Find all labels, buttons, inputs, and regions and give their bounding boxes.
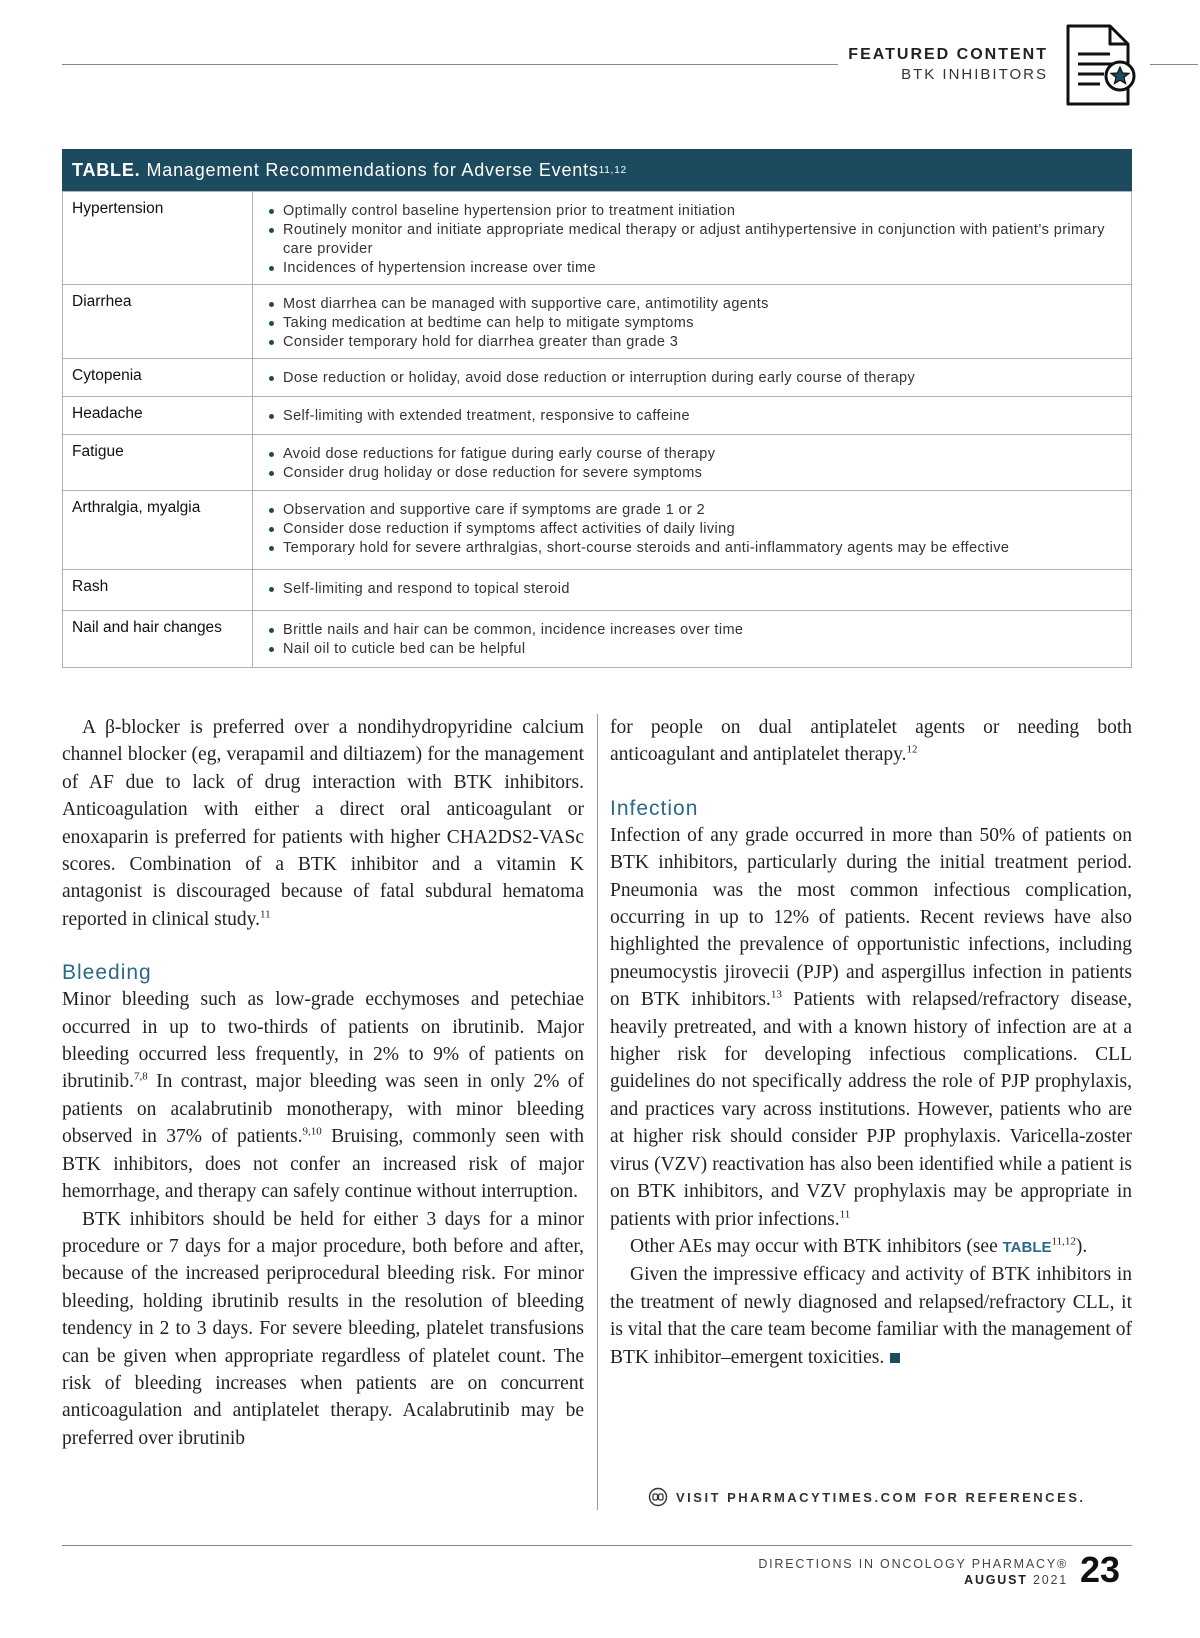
table-row bbox=[63, 359, 1132, 397]
ref-superscript: 13 bbox=[770, 988, 782, 1001]
table-reference-link[interactable]: TABLE bbox=[1002, 1238, 1052, 1256]
ref-superscript: 11 bbox=[839, 1208, 851, 1220]
recommendation-item: Nail oil to cuticle bed can be helpful bbox=[269, 640, 1121, 659]
recommendations-cell bbox=[253, 285, 1132, 359]
recommendations-cell bbox=[253, 491, 1132, 570]
recommendations-cell bbox=[253, 570, 1132, 611]
recommendation-item: Avoid dose reductions for fatigue during early course of therapy bbox=[269, 445, 1121, 464]
recommendation-item: Consider drug holiday or dose reduction for severe symptoms bbox=[269, 464, 1121, 483]
paragraph-other-aes-end: ). bbox=[1075, 1235, 1088, 1257]
table-title: Management Recommendations for Adverse Events bbox=[146, 159, 599, 180]
article-column-left bbox=[62, 714, 584, 1452]
recommendations-cell bbox=[253, 397, 1132, 435]
adverse-event-term: Arthralgia, myalgia bbox=[63, 491, 253, 570]
heading-bleeding: Bleeding bbox=[62, 961, 152, 985]
adverse-event-term: Rash bbox=[63, 570, 253, 611]
references-note-text: VISIT PHARMACYTIMES.COM FOR REFERENCES. bbox=[676, 1489, 1086, 1505]
references-note[interactable] bbox=[648, 1487, 1086, 1507]
footer-rule bbox=[62, 1545, 1132, 1546]
issue-year: 2021 bbox=[1032, 1573, 1068, 1587]
adverse-events-table bbox=[62, 149, 1132, 668]
paragraph-af bbox=[62, 714, 584, 933]
recommendation-item: Self-limiting and respond to topical steroid bbox=[269, 580, 1121, 599]
recommendation-item: Taking medication at bedtime can help to mitigate symptoms bbox=[269, 314, 1121, 333]
paragraph-conclusion-text: Given the impressive efficacy and activity of BTK inhibitors in the treatment of newly diagnosed and relapsed/refractory CLL, it is vital that the care team become familiar with the management of BTK inhibitor–emergent toxicities. bbox=[610, 1264, 1132, 1368]
recommendation-item: Observation and supportive care if symptoms are grade 1 or 2 bbox=[269, 501, 1121, 520]
header-labels bbox=[848, 46, 1048, 83]
paragraph-af-text: A β-blocker is preferred over a nondihydropyridine calcium channel blocker (eg, verapamil and diltiazem) for the management of AF due to lack of drug interaction with BTK inhibitors. Anticoagulation with either a direct oral anticoagulant or enoxaparin is preferred for patients with higher CHA2DS2-VASc scores. Combination of a BTK inhibitor and a vitamin K antagonist is discouraged because of fatal subdural hematoma reported in clinical study. bbox=[62, 717, 584, 930]
table-row bbox=[63, 435, 1132, 491]
table-row bbox=[63, 397, 1132, 435]
ref-superscript: 11 bbox=[260, 908, 271, 921]
paragraph-infection-text-b: Patients with relapsed/refractory disease, heavily pretreated, and with a known history of infection are at a higher risk for developing infectious complications. CLL guidelines do not specifically address the role of PJP prophylaxis, and practices vary across institutions. However, patients who are at higher risk should consider PJP prophylaxis. Varicella-zoster virus (VZV) reactivation has also been identified while a patient is on BTK inhibitors, and VZV prophylaxis may be appropriate in patients with prior infections. bbox=[610, 989, 1132, 1230]
recommendations-list bbox=[269, 407, 1121, 426]
table-row bbox=[63, 491, 1132, 570]
recommendation-item: Brittle nails and hair can be common, incidence increases over time bbox=[269, 621, 1121, 640]
recommendations-list bbox=[269, 501, 1121, 558]
paragraph-infection bbox=[610, 822, 1132, 1233]
column-divider bbox=[597, 714, 598, 1510]
issue-date bbox=[758, 1573, 1068, 1587]
recommendation-item: Self-limiting with extended treatment, responsive to caffeine bbox=[269, 407, 1121, 426]
table-title-refs: 11,12 bbox=[598, 164, 627, 176]
recommendation-item: Incidences of hypertension increase over time bbox=[269, 259, 1121, 278]
table-row bbox=[63, 192, 1132, 285]
table-row bbox=[63, 570, 1132, 611]
paragraph-infection-text-a: Infection of any grade occurred in more than 50% of patients on BTK inhibitors, particularly during the initial treatment period. Pneumonia was the most common infectious complication, occurring in up to 12% of patients. Recent reviews have also highlighted the prevalence of opportunistic infections, including pneumocystis jirovecii (PJP) and aspergillus infection in patients on BTK inhibitors. bbox=[610, 824, 1132, 1011]
recommendations-list bbox=[269, 445, 1121, 483]
recommendations-cell bbox=[253, 435, 1132, 491]
adverse-event-term: Hypertension bbox=[63, 192, 253, 285]
recommendation-item: Temporary hold for severe arthralgias, short-course steroids and anti-inflammatory agents may be effective bbox=[269, 539, 1121, 558]
publication-name: DIRECTIONS IN ONCOLOGY PHARMACY® bbox=[758, 1557, 1068, 1571]
header-rule-right bbox=[1150, 64, 1198, 65]
adverse-event-term: Nail and hair changes bbox=[63, 611, 253, 668]
adverse-event-term: Diarrhea bbox=[63, 285, 253, 359]
recommendations-list bbox=[269, 369, 1121, 388]
paragraph-bleeding-text-a: Minor bleeding such as low-grade ecchymoses and petechiae occurred in up to two-thirds of patients on ibrutinib. Major bleeding occurred less frequently, in 2% to 9% of patients on ibrutinib. bbox=[62, 989, 584, 1093]
recommendations-list bbox=[269, 621, 1121, 659]
article-column-right bbox=[610, 714, 1132, 1371]
issue-month: AUGUST bbox=[964, 1573, 1028, 1587]
recommendation-item: Routinely monitor and initiate appropriate medical therapy or adjust antihypertensive in conjunction with patient’s primary care provider bbox=[269, 221, 1121, 259]
recommendation-item: Consider temporary hold for diarrhea greater than grade 3 bbox=[269, 333, 1121, 352]
document-star-icon bbox=[1060, 24, 1142, 108]
paragraph-continued-text: for people on dual antiplatelet agents or needing both anticoagulant and antiplatelet therapy. bbox=[610, 717, 1132, 766]
table-body bbox=[62, 191, 1132, 668]
recommendations-list bbox=[269, 295, 1121, 352]
ref-superscript: 11,12 bbox=[1051, 1235, 1076, 1248]
section-label: FEATURED CONTENT bbox=[848, 46, 1048, 63]
adverse-event-term: Fatigue bbox=[63, 435, 253, 491]
table-row bbox=[63, 285, 1132, 359]
subsection-label: BTK INHIBITORS bbox=[901, 66, 1048, 83]
footer-publication bbox=[758, 1557, 1068, 1587]
paragraph-bleeding-text-b: In contrast, major bleeding was seen in only 2% of patients on acalabrutinib monotherapy, with minor bleeding observed in 37% of patients. bbox=[62, 1071, 584, 1148]
recommendation-item: Most diarrhea can be managed with supportive care, antimotility agents bbox=[269, 295, 1121, 314]
paragraph-bleeding bbox=[62, 986, 584, 1205]
recommendation-item: Optimally control baseline hypertension prior to treatment initiation bbox=[269, 202, 1121, 221]
recommendations-cell bbox=[253, 192, 1132, 285]
paragraph-other-aes-text: Other AEs may occur with BTK inhibitors (see bbox=[630, 1235, 1003, 1257]
recommendation-item: Consider dose reduction if symptoms affect activities of daily living bbox=[269, 520, 1121, 539]
paragraph-other-aes bbox=[610, 1233, 1132, 1261]
recommendations-list bbox=[269, 202, 1121, 278]
paragraph-bleeding-text-c: Bruising, commonly seen with BTK inhibitors, does not confer an increased risk of major hemorrhage, and therapy can safely continue without interruption. bbox=[62, 1126, 585, 1203]
adverse-event-term: Headache bbox=[63, 397, 253, 435]
end-mark-icon bbox=[890, 1353, 900, 1363]
table-label: TABLE. bbox=[72, 159, 141, 180]
paragraph-continued bbox=[610, 714, 1132, 769]
adverse-event-term: Cytopenia bbox=[63, 359, 253, 397]
table-title-bar bbox=[62, 149, 1132, 191]
ref-superscript: 12 bbox=[906, 743, 918, 756]
ref-superscript: 9,10 bbox=[302, 1125, 322, 1138]
heading-infection: Infection bbox=[610, 796, 699, 820]
recommendations-cell bbox=[253, 611, 1132, 668]
table-row bbox=[63, 611, 1132, 668]
paragraph-procedure: BTK inhibitors should be held for either 3 days for a minor procedure or 7 days for a major procedure, both before and after, because of the increased periprocedural bleeding risk. For minor bleeding, holding ibrutinib results in the resolution of bleeding tendency in 2 to 3 days. For severe bleeding, platelet transfusions can be given when appropriate regardless of platelet count. The risk of bleeding increases when patients are on concurrent anticoagulation and antiplatelet therapy. Acalabrutinib may be preferred over ibrutinib bbox=[62, 1208, 584, 1449]
recommendations-cell bbox=[253, 359, 1132, 397]
web-link-icon bbox=[648, 1487, 668, 1507]
page-number: 23 bbox=[1080, 1549, 1121, 1590]
recommendation-item: Dose reduction or holiday, avoid dose reduction or interruption during early course of therapy bbox=[269, 369, 1121, 388]
recommendations-list bbox=[269, 580, 1121, 599]
ref-superscript: 7,8 bbox=[134, 1070, 148, 1083]
paragraph-conclusion bbox=[610, 1261, 1132, 1371]
header-rule-left bbox=[62, 64, 838, 65]
